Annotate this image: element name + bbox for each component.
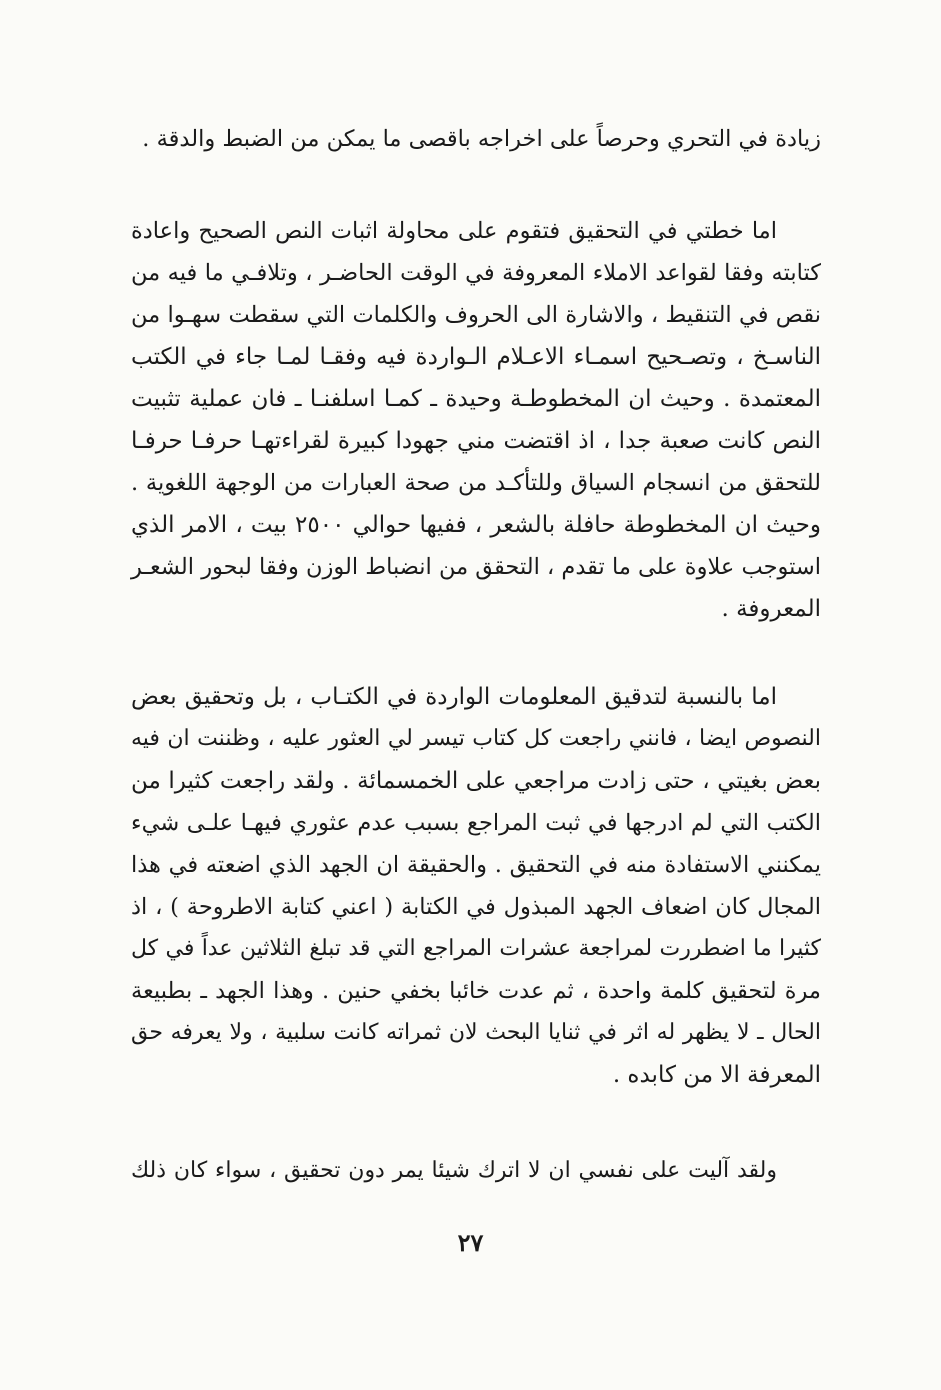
text-line: مرة لتحقيق كلمة واحدة ، ثم عدت خائبا بخفي حنين . وهذا الجهد ـ بطبيعة <box>131 978 821 1004</box>
text-line: وحيث ان المخطوطة حافلة بالشعر ، ففيها حوالي ٢٥٠٠ بيت ، الامر الذي <box>131 512 821 538</box>
text-line: بعض بغيتي ، حتى زادت مراجعي على الخمسمائة . ولقد راجعت كثيرا من <box>131 768 821 794</box>
text-line: نقص في التنقيط ، والاشارة الى الحروف والكلمات التي سقطت سهـوا من <box>131 302 821 328</box>
text-line: المعرفة الا من كابده . <box>612 1062 821 1088</box>
paragraph-methodology <box>131 210 821 630</box>
paragraph-verification <box>131 676 821 1096</box>
text-line: المعتمدة . وحيث ان المخطوطـة وحيدة ـ كمـا اسلفنـا ـ فان عملية تثبيت <box>131 386 821 412</box>
text-line: كتابته وفقا لقواعد الاملاء المعروفة في الوقت الحاضـر ، وتلافـي ما فيه من <box>131 260 821 286</box>
paragraph-continuation <box>131 118 821 160</box>
text-line: زيادة في التحري وحرصاً على اخراجه باقصى ما يمكن من الضبط والدقة . <box>142 126 821 152</box>
page-number: ٢٧ <box>457 1228 484 1257</box>
text-line: اما بالنسبة لتدقيق المعلومات الواردة في الكتـاب ، بل وتحقيق بعض <box>131 684 777 710</box>
text-line: المعروفة . <box>721 596 821 622</box>
text-line: اما خطتي في التحقيق فتقوم على محاولة اثبات النص الصحيح واعادة <box>131 218 777 244</box>
text-line: ولقد آليت على نفسي ان لا اترك شيئا يمر دون تحقيق ، سواء كان ذلك <box>131 1158 777 1183</box>
text-line: الكتب التي لم ادرجها في ثبت المراجع بسبب عدم عثوري فيهـا علـى شيء <box>131 810 821 836</box>
text-line: كثيرا ما اضطررت لمراجعة عشرات المراجع التي قد تبلغ الثلاثين عداً في كل <box>131 936 821 961</box>
text-line: استوجب علاوة على ما تقدم ، التحقق من انضباط الوزن وفقا لبحور الشعـر <box>131 554 821 580</box>
text-line: النص كانت صعبة جدا ، اذ اقتضت مني جهودا كبيرة لقراءتهـا حرفـا حرفـا <box>131 428 821 454</box>
text-line: الحال ـ لا يظهر له اثر في ثنايا البحث لان ثمراته كانت سلبية ، ولا يعرفه حق <box>131 1020 821 1045</box>
text-line: النصوص ايضا ، فانني راجعت كل كتاب تيسر لي العثور عليه ، وظننت ان فيه <box>131 726 821 751</box>
paragraph-commitment <box>131 1150 821 1192</box>
text-line: الناسـخ ، وتصـحيح اسمـاء الاعـلام الـواردة فيه وفقـا لمـا جاء في الكتب <box>131 344 821 370</box>
text-line: يمكنني الاستفادة منه في التحقيق . والحقيقة ان الجهد الذي اضعته في هذا <box>131 852 821 878</box>
text-line: المجال كان اضعاف الجهد المبذول في الكتابة ( اعني كتابة الاطروحة ) ، اذ <box>131 894 821 920</box>
text-line: للتحقق من انسجام السياق وللتأكـد من صحة العبارات من الوجهة اللغوية . <box>131 470 821 496</box>
